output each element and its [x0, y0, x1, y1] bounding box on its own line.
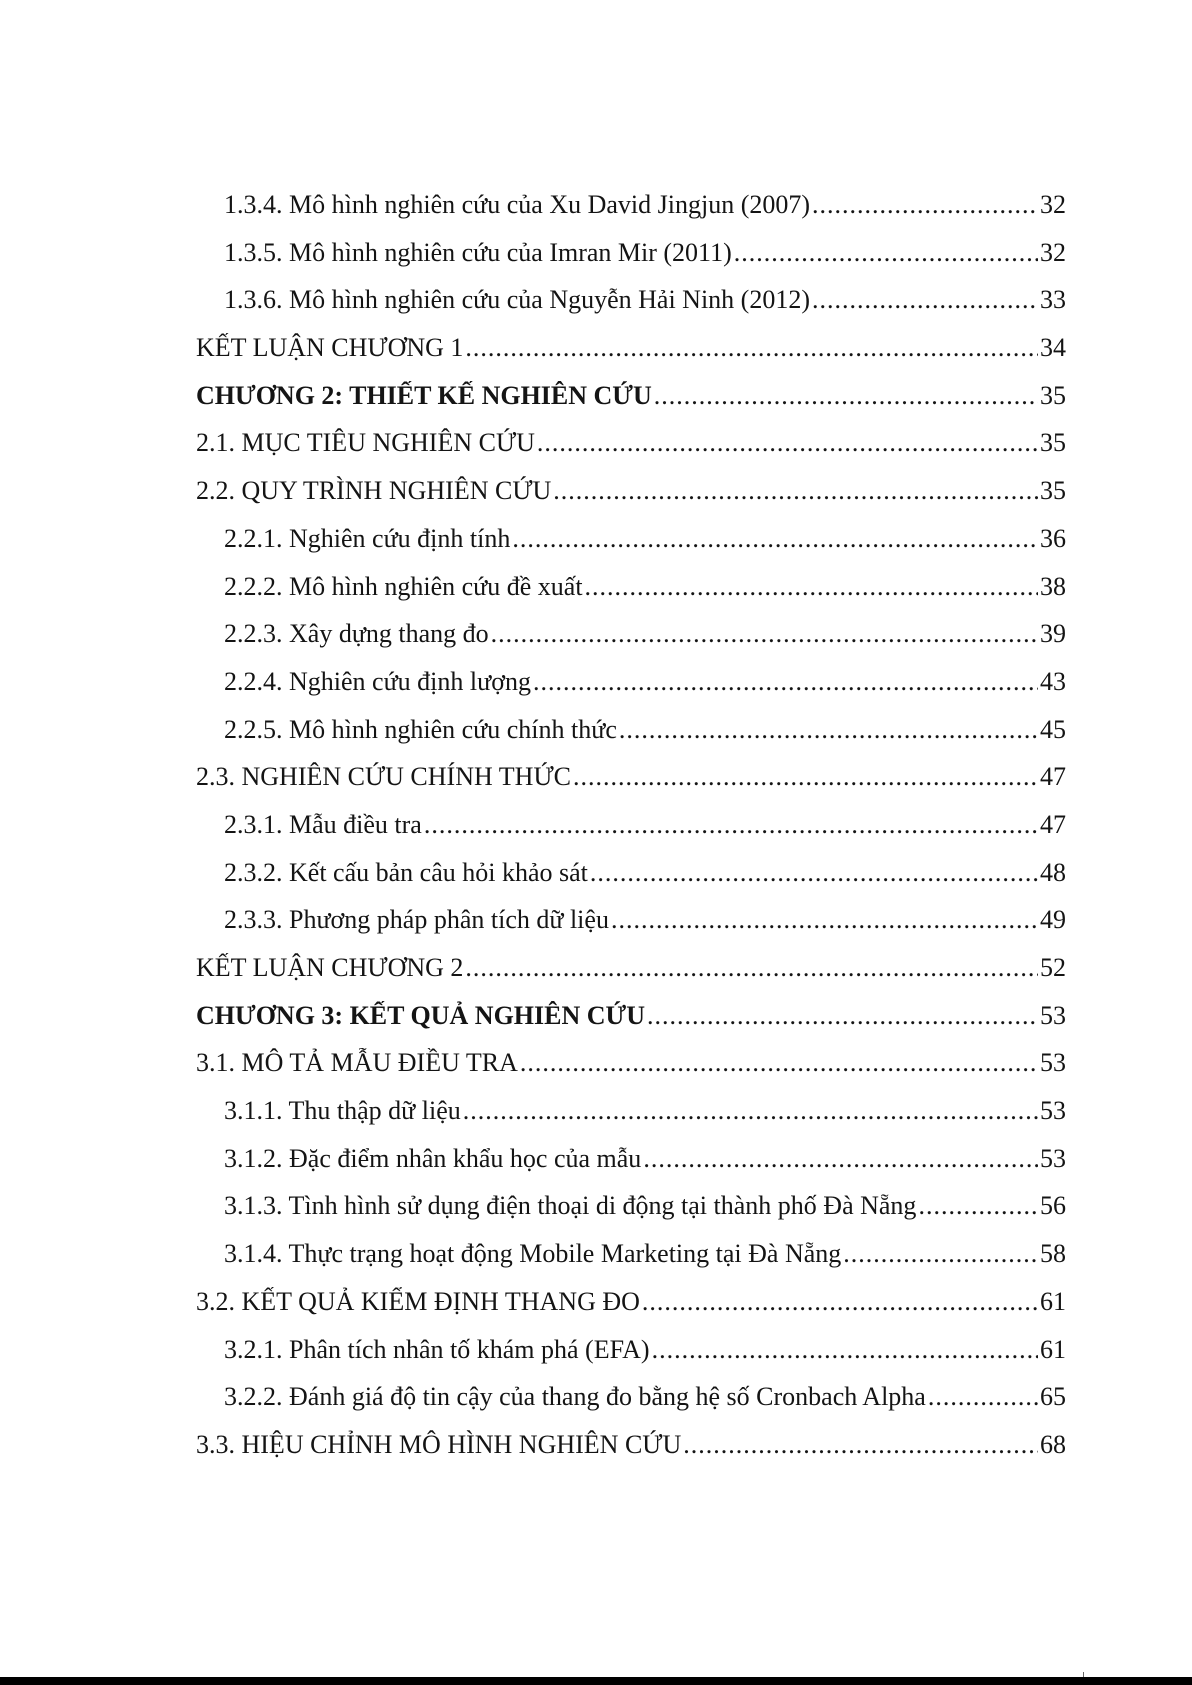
toc-entry-page-number: 47	[1040, 809, 1066, 839]
toc-entry	[196, 190, 1066, 238]
toc-dot-leader	[553, 476, 1038, 506]
toc-entry-page-number: 53	[1040, 1143, 1066, 1173]
toc-entry-title: KẾT LUẬN CHƯƠNG 1	[196, 333, 464, 363]
toc-dot-leader	[590, 858, 1038, 888]
toc-entry-title: 2.2. QUY TRÌNH NGHIÊN CỨU	[196, 476, 552, 506]
toc-entry	[196, 1382, 1066, 1430]
toc-entry-title: 2.3.1. Mẫu điều tra	[224, 809, 422, 839]
toc-entry	[196, 858, 1066, 906]
page-bottom-bar	[0, 1677, 1192, 1685]
toc-entry	[196, 1001, 1066, 1049]
toc-entry	[196, 1096, 1066, 1144]
toc-entry-page-number: 47	[1040, 762, 1066, 792]
toc-entry-title: 3.1.2. Đặc điểm nhân khẩu học của mẫu	[224, 1143, 642, 1173]
toc-entry	[196, 572, 1066, 620]
toc-dot-leader	[512, 524, 1038, 554]
toc-dot-leader	[734, 238, 1038, 268]
toc-dot-leader	[533, 667, 1038, 697]
toc-entry-page-number: 35	[1040, 428, 1066, 458]
toc-dot-leader	[643, 1144, 1038, 1174]
table-of-contents	[196, 190, 1066, 1478]
toc-dot-leader	[619, 715, 1038, 745]
toc-entry-title: KẾT LUẬN CHƯƠNG 2	[196, 953, 464, 982]
toc-entry-title: 3.2.1. Phân tích nhân tố khám phá (EFA)	[224, 1334, 650, 1364]
toc-entry	[196, 953, 1066, 1001]
toc-entry-page-number: 33	[1040, 285, 1066, 315]
toc-entry-title: 2.2.4. Nghiên cứu định lượng	[224, 666, 531, 696]
toc-entry	[196, 667, 1066, 715]
toc-entry-title: CHƯƠNG 2: THIẾT KẾ NGHIÊN CỨU	[196, 380, 652, 410]
toc-entry-title: CHƯƠNG 3: KẾT QUẢ NGHIÊN CỨU	[196, 1000, 645, 1030]
toc-dot-leader	[520, 1048, 1038, 1078]
toc-dot-leader	[585, 572, 1038, 602]
toc-entry-page-number: 45	[1040, 714, 1066, 744]
toc-entry	[196, 381, 1066, 429]
toc-dot-leader	[928, 1382, 1038, 1412]
toc-entry-title: 1.3.4. Mô hình nghiên cứu của Xu David Jingjun (2007)	[224, 190, 811, 219]
toc-entry-page-number: 61	[1040, 1286, 1066, 1316]
toc-entry-page-number: 53	[1040, 1096, 1066, 1126]
toc-dot-leader	[652, 1335, 1038, 1365]
toc-entry	[196, 428, 1066, 476]
toc-entry-title: 3.1.4. Thực trạng hoạt động Mobile Marketing tại Đà Nẵng	[224, 1239, 842, 1269]
toc-dot-leader	[463, 1096, 1038, 1126]
toc-dot-leader	[647, 1001, 1038, 1031]
toc-entry-page-number: 68	[1040, 1429, 1066, 1459]
toc-entry	[196, 905, 1066, 953]
toc-entry	[196, 1191, 1066, 1239]
toc-entry	[196, 1335, 1066, 1383]
toc-dot-leader	[491, 619, 1038, 649]
toc-entry	[196, 333, 1066, 381]
toc-entry-title: 1.3.5. Mô hình nghiên cứu của Imran Mir (2011)	[224, 237, 732, 267]
toc-entry-title: 2.2.5. Mô hình nghiên cứu chính thức	[224, 714, 617, 744]
toc-entry-title: 2.2.3. Xây dựng thang đo	[224, 619, 489, 649]
toc-dot-leader	[843, 1239, 1038, 1269]
toc-entry-page-number: 56	[1040, 1191, 1066, 1221]
toc-entry	[196, 1144, 1066, 1192]
toc-entry-page-number: 34	[1040, 333, 1066, 363]
toc-entry	[196, 476, 1066, 524]
toc-entry-title: 3.1.3. Tình hình sử dụng điện thoại di động tại thành phố Đà Nẵng	[224, 1191, 917, 1221]
toc-entry-page-number: 43	[1040, 666, 1066, 696]
toc-entry-title: 3.1. MÔ TẢ MẪU ĐIỀU TRA	[196, 1048, 518, 1078]
toc-entry-title: 2.1. MỤC TIÊU NGHIÊN CỨU	[196, 428, 535, 458]
toc-entry	[196, 1430, 1066, 1478]
toc-entry-page-number: 65	[1040, 1382, 1066, 1412]
toc-entry	[196, 1048, 1066, 1096]
toc-entry-page-number: 32	[1040, 237, 1066, 267]
toc-entry-page-number: 35	[1040, 476, 1066, 506]
toc-entry-page-number: 61	[1040, 1334, 1066, 1364]
toc-entry-title: 1.3.6. Mô hình nghiên cứu của Nguyễn Hải Ninh (2012)	[224, 285, 810, 315]
toc-entry	[196, 238, 1066, 286]
toc-entry-title: 3.1.1. Thu thập dữ liệu	[224, 1096, 461, 1126]
toc-entry	[196, 619, 1066, 667]
toc-entry-page-number: 58	[1040, 1239, 1066, 1269]
toc-entry-title: 2.3.3. Phương pháp phân tích dữ liệu	[224, 905, 609, 935]
toc-dot-leader	[465, 953, 1038, 983]
toc-entry-title: 2.3.2. Kết cấu bản câu hỏi khảo sát	[224, 857, 588, 887]
toc-entry-page-number: 32	[1040, 190, 1066, 219]
toc-dot-leader	[424, 810, 1038, 840]
toc-entry-page-number: 35	[1040, 380, 1066, 410]
toc-entry	[196, 524, 1066, 572]
toc-entry-page-number: 38	[1040, 571, 1066, 601]
toc-dot-leader	[573, 762, 1038, 792]
toc-entry	[196, 810, 1066, 858]
toc-entry	[196, 1287, 1066, 1335]
toc-entry	[196, 1239, 1066, 1287]
toc-entry-page-number: 48	[1040, 857, 1066, 887]
toc-entry-title: 3.2. KẾT QUẢ KIỂM ĐỊNH THANG ĐO	[196, 1286, 640, 1316]
toc-entry-title: 3.2.2. Đánh giá độ tin cậy của thang đo bằng hệ số Cronbach Alpha	[224, 1382, 926, 1412]
toc-dot-leader	[654, 381, 1038, 411]
toc-entry-title: 2.3. NGHIÊN CỨU CHÍNH THỨC	[196, 762, 571, 792]
toc-entry-page-number: 49	[1040, 905, 1066, 935]
toc-entry-page-number: 53	[1040, 1000, 1066, 1030]
toc-entry	[196, 715, 1066, 763]
toc-entry-title: 2.2.1. Nghiên cứu định tính	[224, 523, 511, 553]
toc-entry-title: 2.2.2. Mô hình nghiên cứu đề xuất	[224, 571, 583, 601]
toc-dot-leader	[918, 1191, 1038, 1221]
toc-entry-page-number: 39	[1040, 619, 1066, 649]
toc-dot-leader	[465, 333, 1038, 363]
toc-entry-page-number: 52	[1040, 953, 1066, 982]
toc-dot-leader	[642, 1287, 1038, 1317]
toc-entry-page-number: 53	[1040, 1048, 1066, 1078]
toc-entry	[196, 285, 1066, 333]
toc-dot-leader	[812, 285, 1038, 315]
toc-entry	[196, 762, 1066, 810]
toc-dot-leader	[611, 905, 1038, 935]
toc-dot-leader	[683, 1430, 1038, 1460]
toc-dot-leader	[537, 428, 1038, 458]
toc-entry-page-number: 36	[1040, 523, 1066, 553]
toc-entry-title: 3.3. HIỆU CHỈNH MÔ HÌNH NGHIÊN CỨU	[196, 1429, 682, 1459]
toc-dot-leader	[812, 190, 1038, 220]
